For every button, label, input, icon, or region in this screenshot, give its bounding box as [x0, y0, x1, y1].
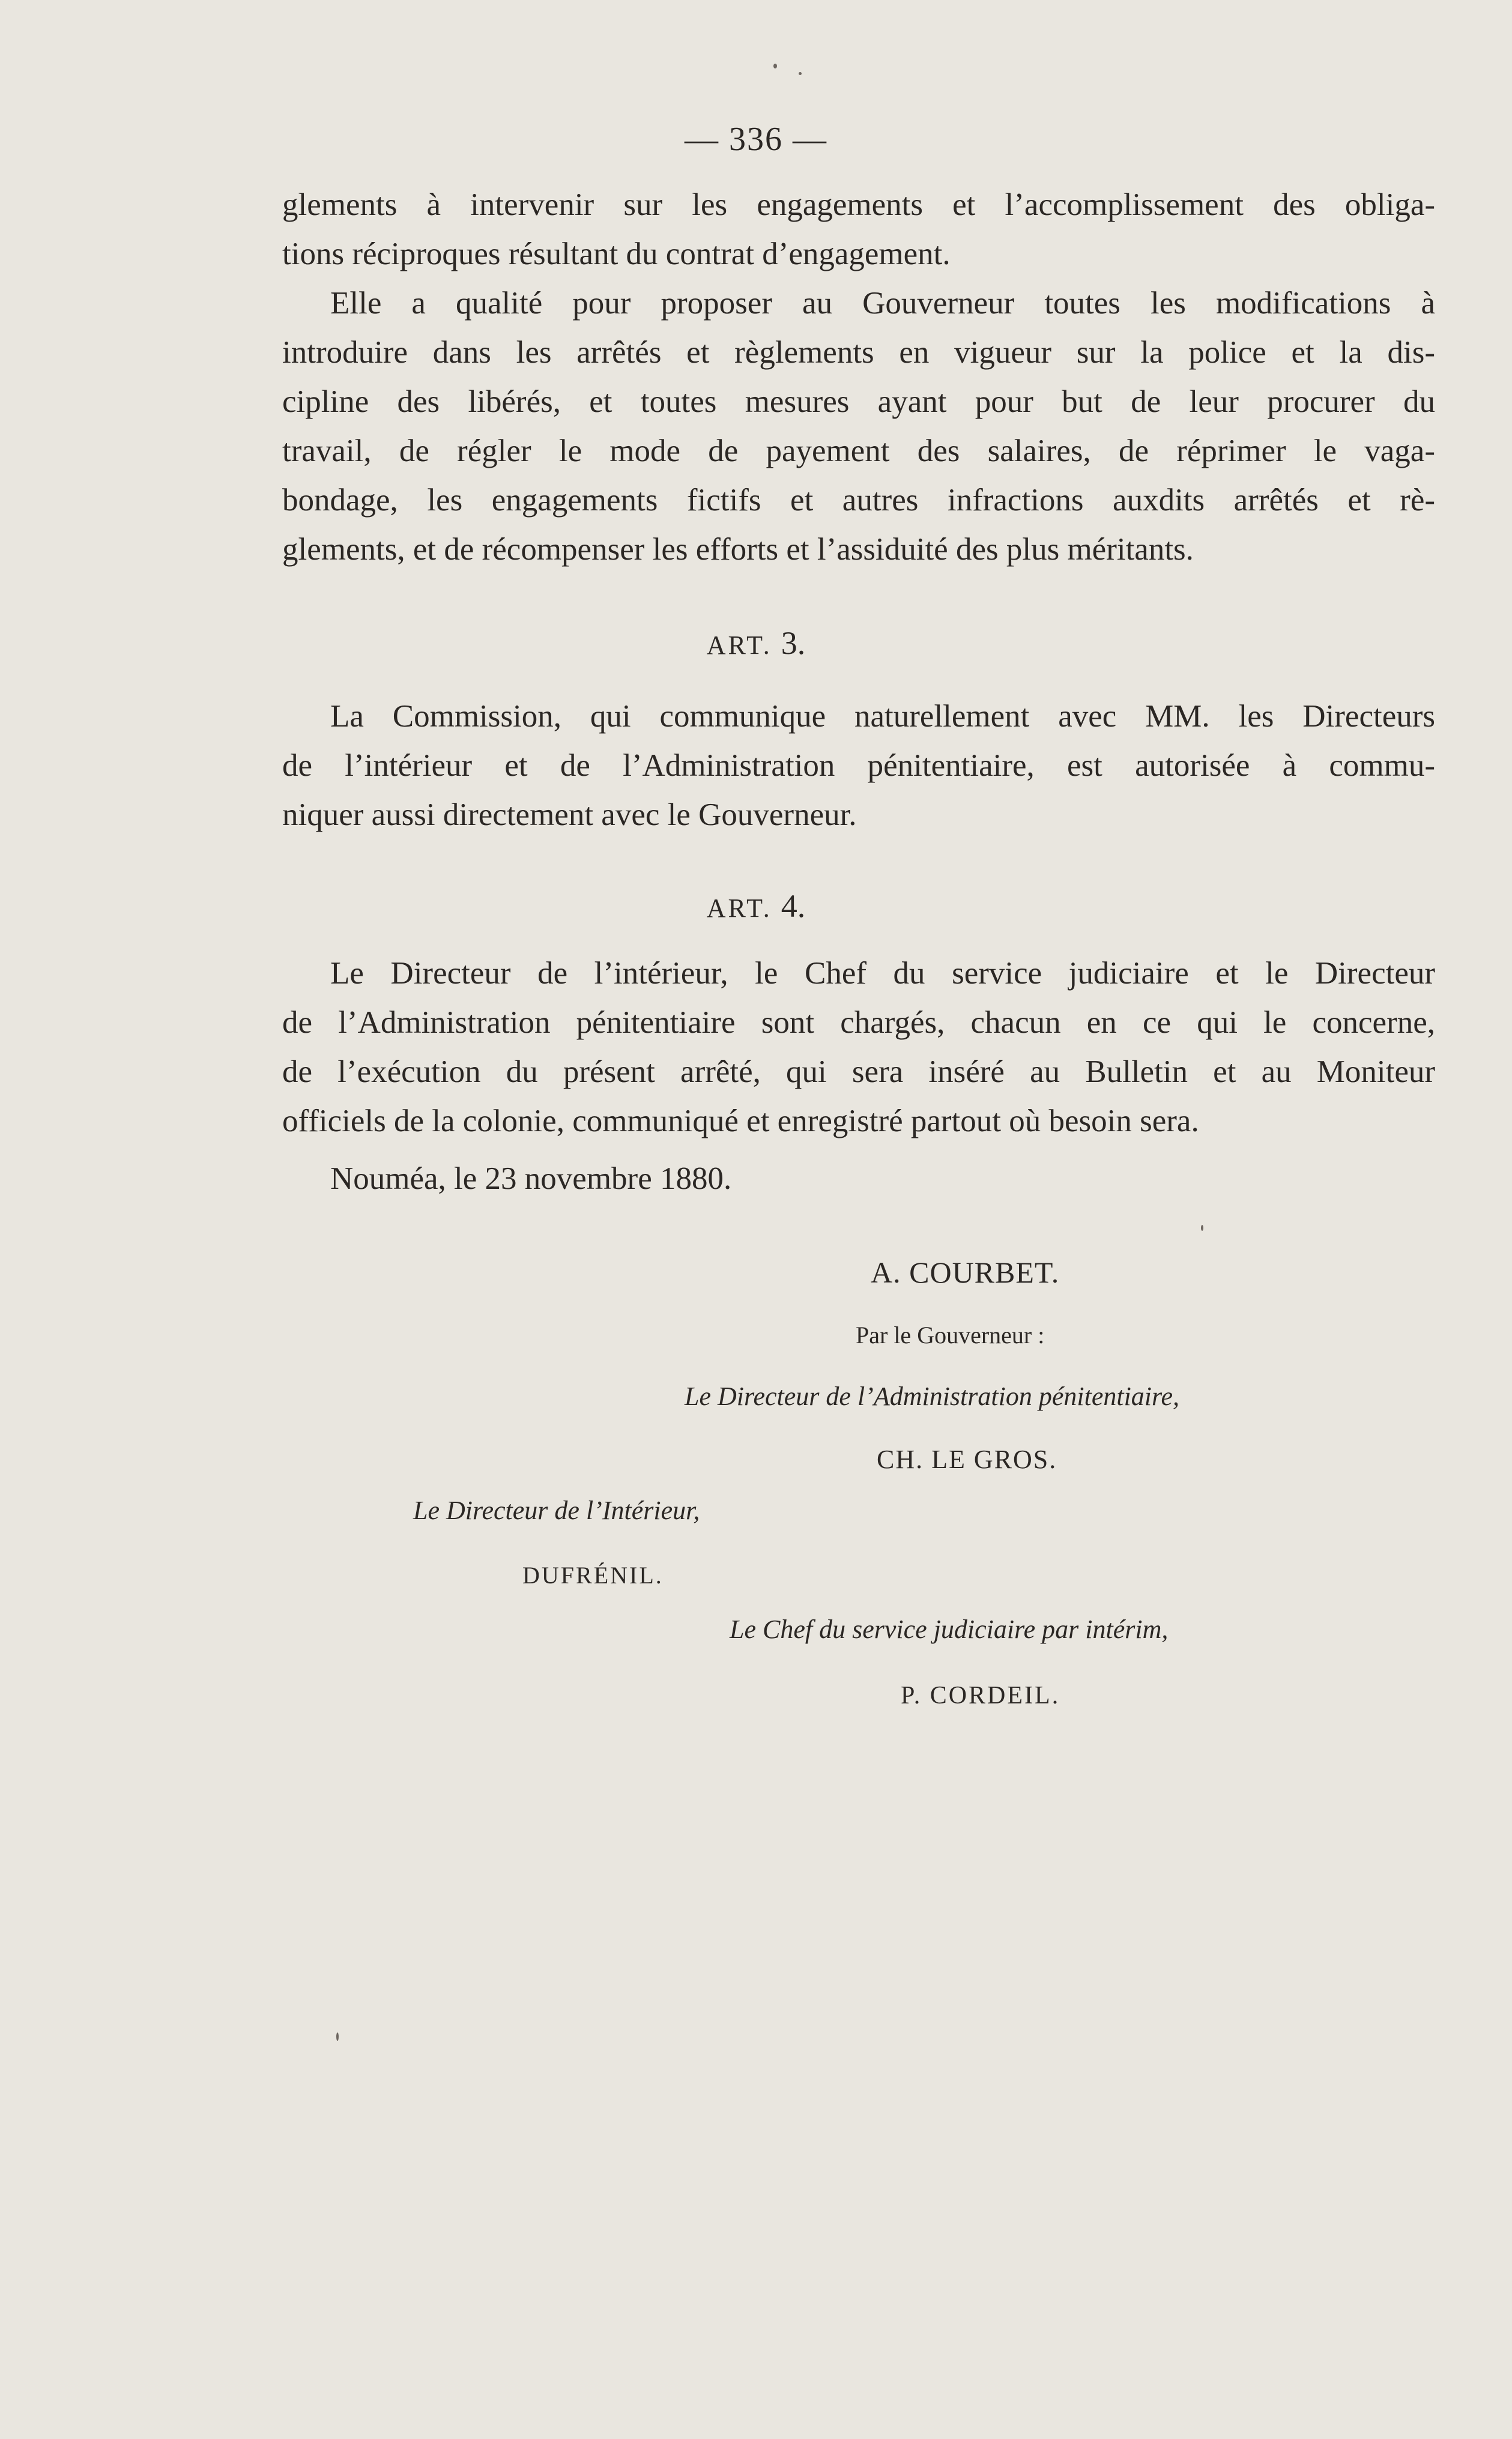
- signature-chef-service-name: P. CORDEIL.: [901, 1682, 1060, 1709]
- article-label: ART.: [706, 630, 772, 660]
- text-line: glements, et de récompenser les efforts et l’assiduité des plus méritants.: [282, 532, 1194, 567]
- article-number: 3.: [781, 625, 806, 661]
- text-line: de l’intérieur et de l’Administration pénitentiaire, est autorisée à commu-: [282, 748, 1435, 783]
- text-line: glements à intervenir sur les engagements et l’accomplissement des obliga-: [282, 187, 1435, 222]
- paper-speck: [336, 2032, 339, 2041]
- signature-directeur-interieur-title: Le Directeur de l’Intérieur,: [413, 1496, 700, 1525]
- text-line: de l’Administration pénitentiaire sont chargés, chacun en ce qui le concerne,: [282, 1005, 1435, 1040]
- signature-directeur-admin-title: Le Directeur de l’Administration pénitentiaire,: [685, 1382, 1180, 1411]
- signature-directeur-interieur-name: DUFRÉNIL.: [522, 1562, 664, 1589]
- text-line: bondage, les engagements fictifs et autres infractions auxdits arrêtés et rè-: [282, 483, 1435, 518]
- article-label: ART.: [706, 893, 772, 923]
- paper-speck: [773, 64, 777, 68]
- paper-speck: [799, 72, 802, 75]
- text-line: niquer aussi directement avec le Gouverneur.: [282, 797, 857, 832]
- article-heading-4: [0, 887, 1512, 925]
- signature-par-le-gouverneur: Par le Gouverneur :: [856, 1322, 1045, 1349]
- page-number: — 336 —: [685, 121, 827, 158]
- text-line: travail, de régler le mode de payement des salaires, de réprimer le vaga-: [282, 434, 1435, 468]
- signature-directeur-admin-name: CH. LE GROS.: [877, 1445, 1057, 1474]
- paper-speck: [1201, 1225, 1203, 1231]
- signature-chef-service-title: Le Chef du service judiciaire par intérim,: [730, 1615, 1169, 1644]
- text-line: Le Directeur de l’intérieur, le Chef du service judiciaire et le Directeur: [330, 956, 1435, 991]
- article-number: 4.: [781, 888, 806, 924]
- text-line: Elle a qualité pour proposer au Gouverneur toutes les modifications à: [330, 286, 1435, 321]
- article-heading-3: [0, 624, 1512, 662]
- text-line: tions réciproques résultant du contrat d’engagement.: [282, 237, 951, 271]
- text-line: cipline des libérés, et toutes mesures ayant pour but de leur procurer du: [282, 384, 1435, 419]
- text-line: La Commission, qui communique naturellement avec MM. les Directeurs: [330, 699, 1435, 734]
- text-line: introduire dans les arrêtés et règlements en vigueur sur la police et la dis-: [282, 335, 1435, 370]
- date-line: Nouméa, le 23 novembre 1880.: [330, 1161, 732, 1196]
- signature-governor: A. COURBET.: [871, 1256, 1060, 1289]
- body-text-article-4: [282, 949, 1435, 1146]
- text-line: de l’exécution du présent arrêté, qui sera inséré au Bulletin et au Moniteur: [282, 1054, 1435, 1089]
- body-text-article-3: [282, 692, 1435, 839]
- text-line: officiels de la colonie, communiqué et enregistré partout où besoin sera.: [282, 1104, 1199, 1138]
- body-text-top: [282, 180, 1435, 574]
